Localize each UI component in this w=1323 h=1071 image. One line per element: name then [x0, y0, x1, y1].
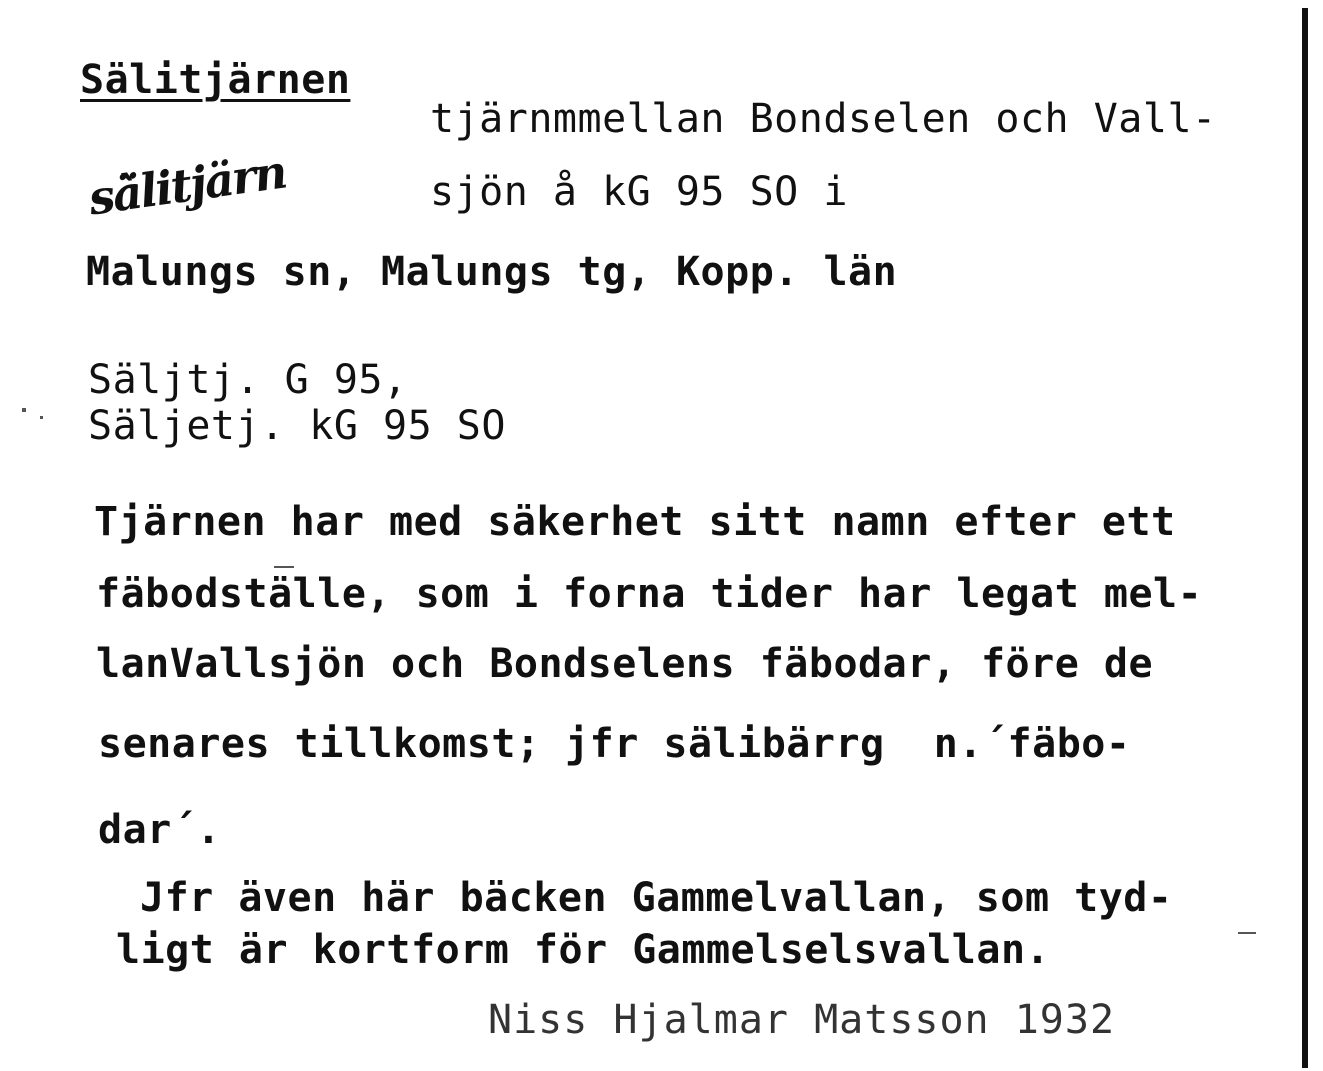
handwritten-pronunciation: sä̀litjärn	[85, 144, 289, 226]
scan-speck	[1238, 932, 1256, 934]
scan-speck	[22, 408, 26, 412]
headword: Sälitjärnen	[80, 57, 351, 103]
source-line-1: Säljtj. G 95,	[88, 357, 408, 403]
source-line-2: Säljetj. kG 95 SO	[88, 403, 506, 449]
note-line-2: ligt är kortform för Gammelselsvallan.	[116, 927, 1051, 973]
body-line-3: lanVallsjön och Bondselens fäbodar, före de	[96, 641, 1154, 687]
scan-speck	[40, 416, 43, 419]
signature: Niss Hjalmar Matsson 1932	[488, 997, 1116, 1043]
card-edge-line	[1302, 8, 1308, 1068]
body-line-4: senares tillkomst; jfr sälibärrg n.´fäbo-	[98, 721, 1131, 767]
location-line: Malungs sn, Malungs tg, Kopp. län	[86, 249, 898, 295]
body-line-5: dar´.	[98, 807, 221, 853]
description-line-1: tjärnmmellan Bondselen och Vall-	[430, 96, 1217, 142]
note-line-1: Jfr även här bäcken Gammelvallan, som tyd-	[140, 875, 1173, 921]
body-line-2: fäbodställe, som i forna tider har legat mel-	[96, 571, 1203, 617]
description-line-2: sjön å kG 95 SO i	[430, 169, 848, 215]
scan-speck	[274, 566, 294, 568]
body-line-1: Tjärnen har med säkerhet sitt namn efter ett	[94, 499, 1176, 545]
